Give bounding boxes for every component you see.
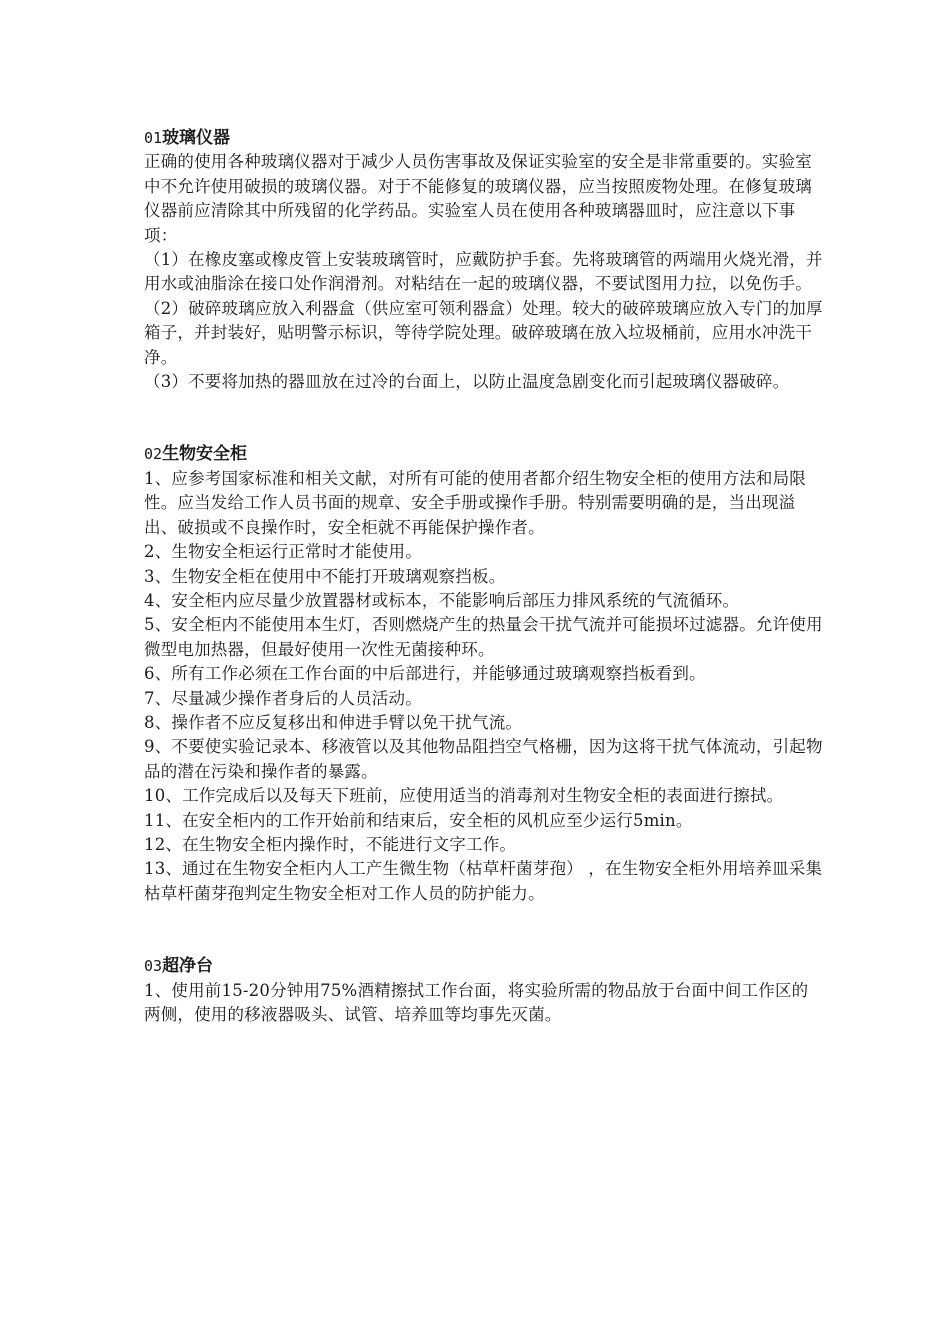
section-heading: [144, 954, 824, 978]
paragraph: 9、不要使实验记录本、移液管以及其他物品阻挡空气格栅，因为这将干扰气体流动，引起物品的潜在污染和操作者的暴露。: [144, 737, 823, 781]
paragraph: 11、在安全柜内的工作开始前和结束后，安全柜的风机应至少运行5min。: [144, 810, 693, 830]
section-heading: [144, 442, 824, 466]
paragraph: 1、应参考国家标准和相关文献，对所有可能的使用者都介绍生物安全柜的使用方法和局限性。应当发给工作人员书面的规章、安全手册或操作手册。特别需要明确的是，当出现溢出、破损或不良操作时，安全柜就不再能保护操作者。: [144, 468, 806, 537]
paragraph: 12、在生物安全柜内操作时，不能进行文字工作。: [144, 834, 517, 854]
paragraph: （2）破碎玻璃应放入利器盒（供应室可领利器盒）处理。较大的破碎玻璃应放入专门的加厚箱子，并封装好，贴明警示标识，等待学院处理。破碎玻璃在放入垃圾桶前，应用水冲洗干净。: [144, 298, 823, 367]
section-clean-bench: [144, 954, 824, 1027]
section-heading: [144, 126, 824, 150]
paragraph: 1、使用前15-20分钟用75%酒精擦拭工作台面，将实验所需的物品放于台面中间工作区的两侧，使用的移液器吸头、试管、培养皿等均事先灭菌。: [144, 980, 809, 1024]
section-number: 01: [144, 129, 163, 147]
section-number: 03: [144, 957, 163, 976]
paragraph: 4、安全柜内应尽量少放置器材或标本，不能影响后部压力排风系统的气流循环。: [144, 590, 740, 610]
paragraph: （1）在橡皮塞或橡皮管上安装玻璃管时，应戴防护手套。先将玻璃管的两端用火烧光滑，并用水或油脂涂在接口处作润滑剂。对粘结在一起的玻璃仪器，不要试图用力拉，以免伤手。: [144, 250, 823, 294]
paragraph: 7、尽量减少操作者身后的人员活动。: [144, 688, 422, 708]
document-body: [144, 126, 824, 1027]
section-title: 超净台: [162, 956, 214, 977]
paragraph: （3）不要将加热的器皿放在过冷的台面上，以防止温度急剧变化而引起玻璃仪器破碎。: [144, 372, 790, 392]
paragraph: 3、生物安全柜在使用中不能打开玻璃观察挡板。: [144, 566, 506, 586]
paragraph: 6、所有工作必须在工作台面的中后部进行，并能够通过玻璃观察挡板看到。: [144, 664, 706, 684]
section-number: 02: [144, 445, 163, 464]
paragraph: 8、操作者不应反复移出和伸进手臂以免干扰气流。: [144, 712, 523, 732]
section-biosafety-cabinet: [144, 442, 824, 906]
section-title: 生物安全柜: [162, 444, 248, 465]
section-title: 玻璃仪器: [162, 128, 231, 148]
section-glassware: [144, 126, 824, 394]
paragraph: 2、生物安全柜运行正常时才能使用。: [144, 542, 422, 562]
paragraph: 13、通过在生物安全柜内人工产生微生物（枯草杆菌芽孢） ，在生物安全柜外用培养皿采集枯草杆菌芽孢判定生物安全柜对工作人员的防护能力。: [144, 859, 823, 903]
paragraph: 正确的使用各种玻璃仪器对于减少人员伤害事故及保证实验室的安全是非常重要的。实验室中不允许使用破损的玻璃仪器。对于不能修复的玻璃仪器，应当按照废物处理。在修复玻璃仪器前应清除其中所残留的化学药品。实验室人员在使用各种玻璃器皿时，应注意以下事项：: [144, 152, 812, 245]
paragraph: 5、安全柜内不能使用本生灯，否则燃烧产生的热量会干扰气流并可能损坏过滤器。允许使用微型电加热器，但最好使用一次性无菌接种环。: [144, 615, 823, 659]
paragraph: 10、工作完成后以及每天下班前，应使用适当的消毒剂对生物安全柜的表面进行擦拭。: [144, 786, 784, 806]
